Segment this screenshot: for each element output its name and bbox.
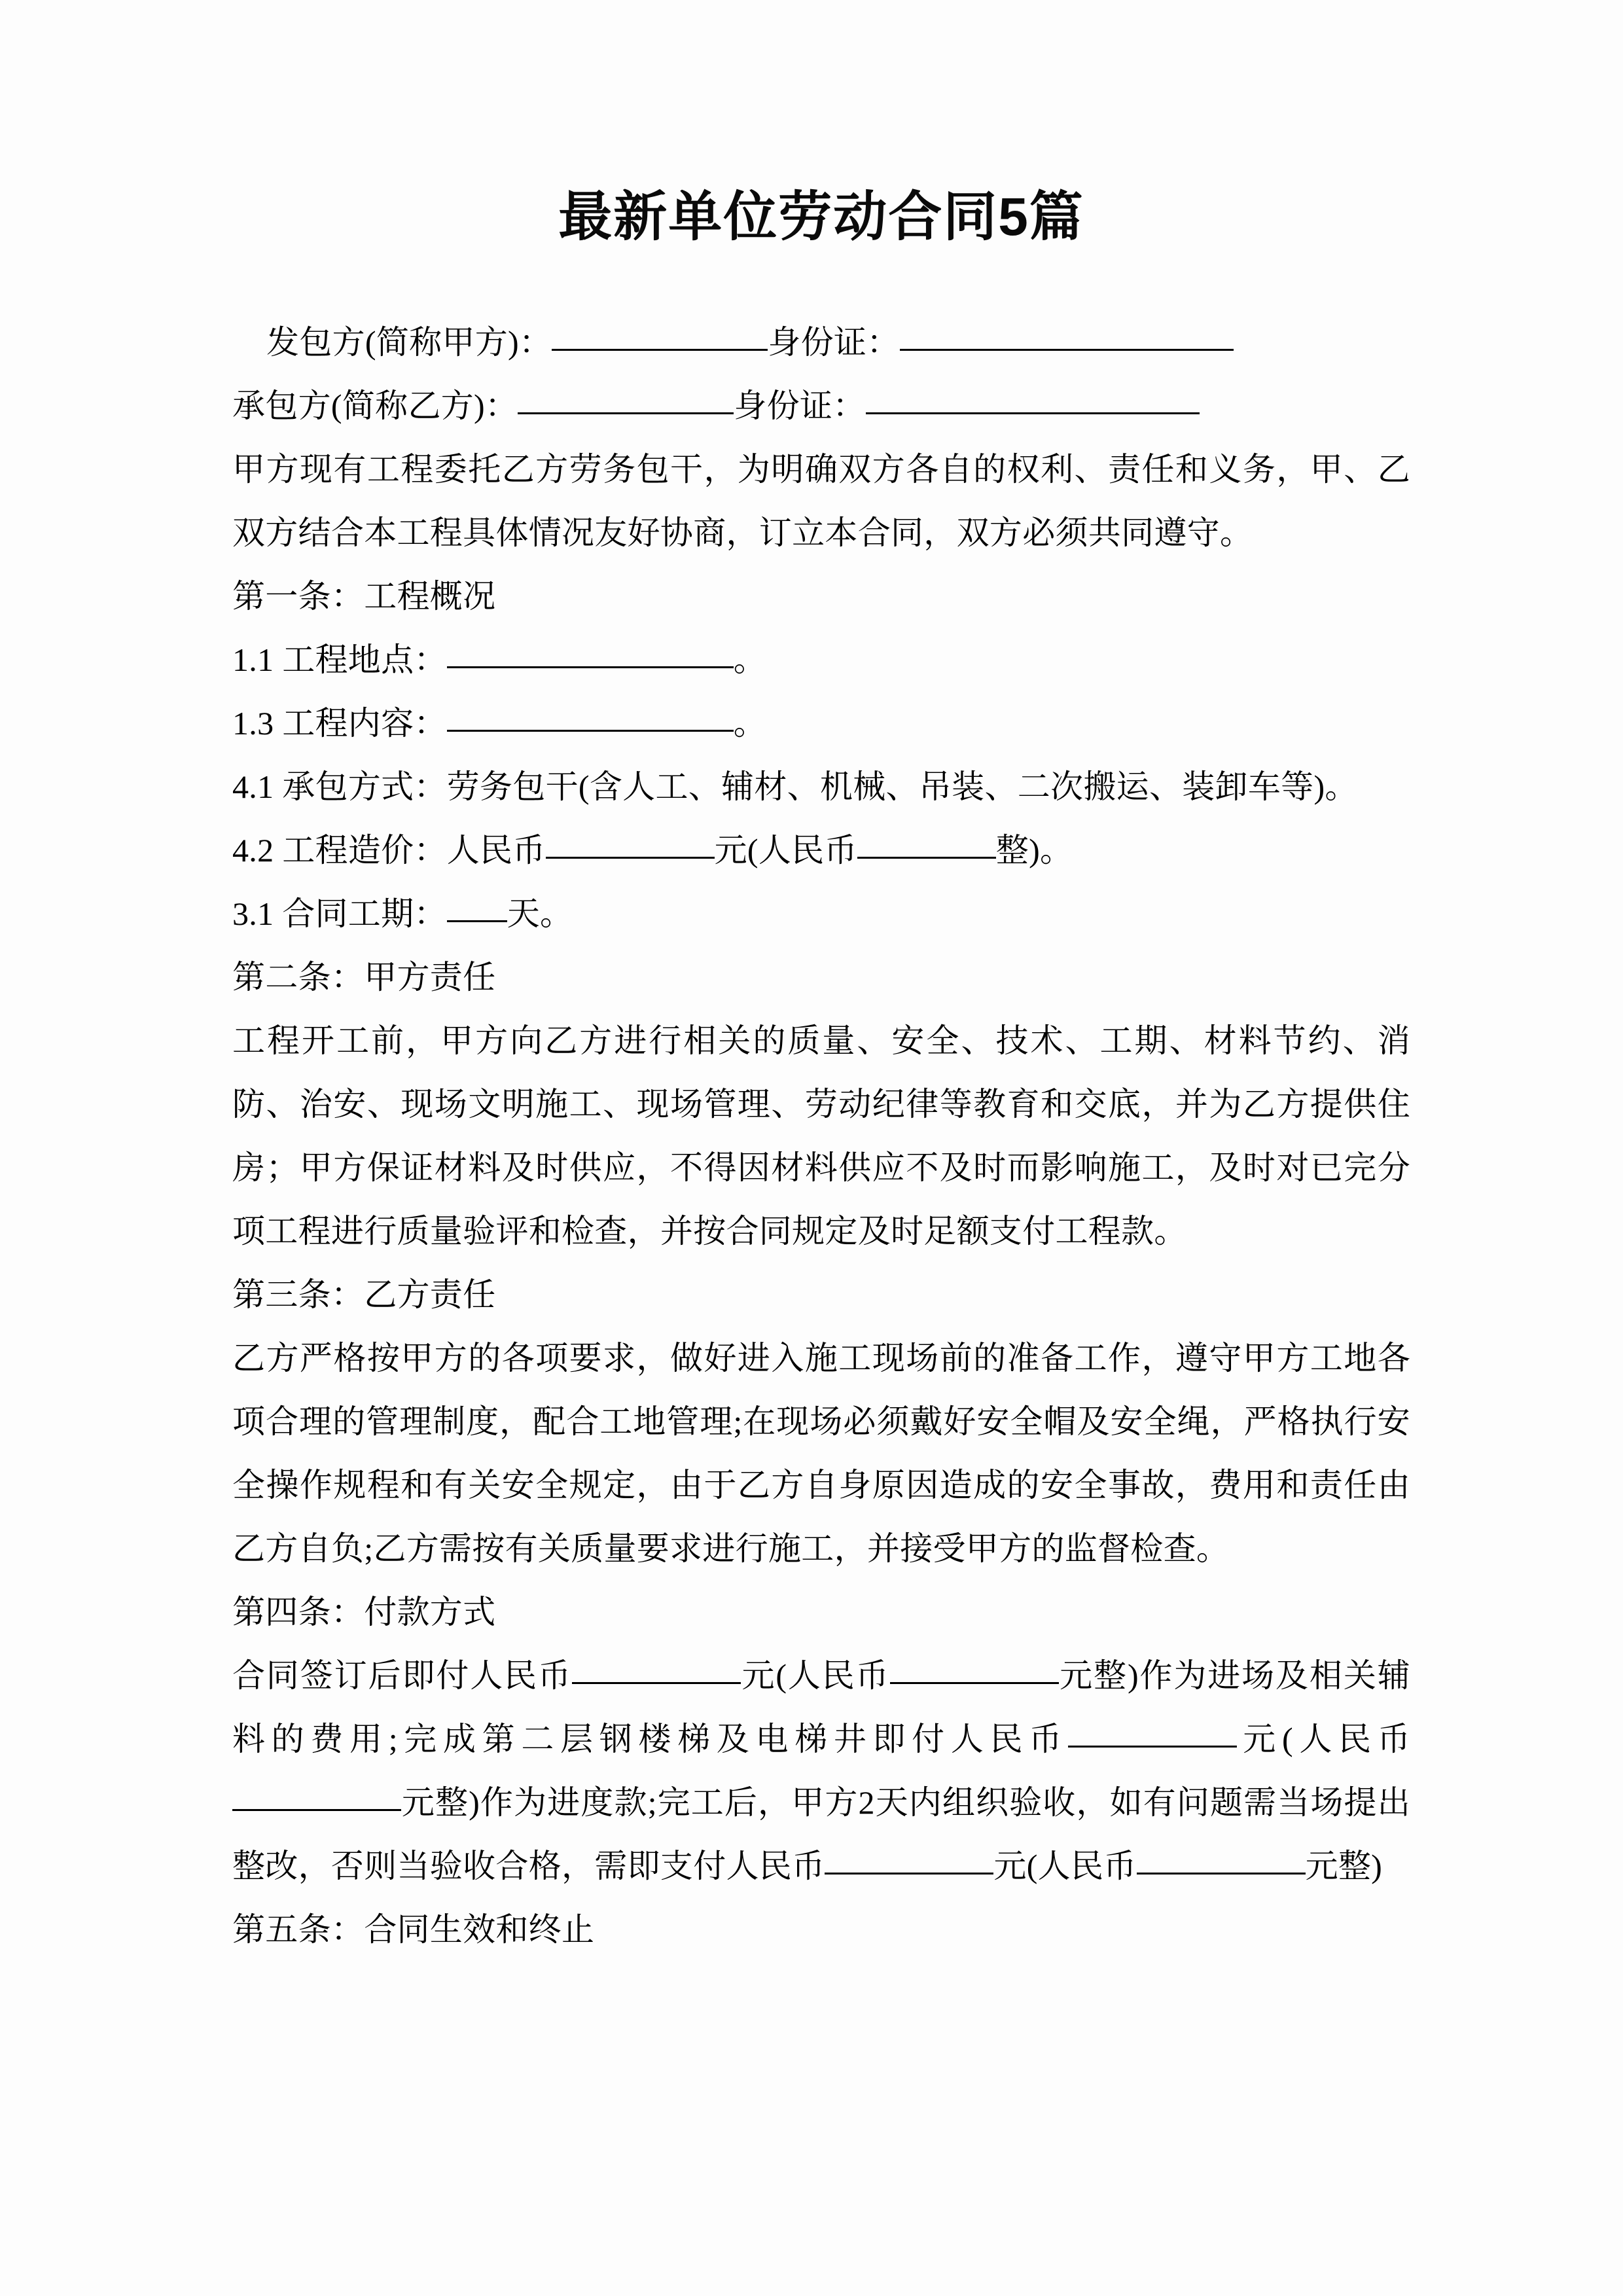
article-4-heading: 第四条：付款方式: [232, 1594, 496, 1631]
preamble-paragraph: 甲方现有工程委托乙方劳务包干，为明确双方各自的权利、责任和义务，甲、乙双方结合本工程具体情况友好协商，订立本合同，双方必须共同遵守。: [232, 451, 1410, 552]
article-1-item-1-1: [232, 628, 1410, 692]
article-2-heading: 第二条：甲方责任: [232, 959, 496, 996]
item-4-2-suffix: 整)。: [995, 832, 1073, 869]
item-1-3-suffix: 。: [733, 705, 767, 742]
payment-part-7: 元整): [1305, 1848, 1383, 1885]
payment-blank-3[interactable]: [1068, 1717, 1237, 1748]
party-a-label: 发包方(简称甲方)：: [266, 324, 552, 361]
document-body: [232, 311, 1410, 1962]
item-4-2-amount-blank[interactable]: [546, 828, 715, 859]
party-b-id-label: 身份证：: [734, 387, 866, 425]
payment-blank-1[interactable]: [572, 1653, 741, 1684]
article-1-item-1-3: [232, 692, 1410, 755]
payment-part-5: 元整)作为进度款;完工后，甲方2天内组织验收，如有问题需当场提出整改，否则当验收合格，需即支付人民币: [232, 1784, 1410, 1885]
item-4-2-label: 4.2 工程造价：人民币: [232, 832, 546, 869]
page-title: 最新单位劳动合同5篇: [558, 187, 1084, 247]
payment-blank-2[interactable]: [890, 1653, 1059, 1684]
payment-part-2: 元(人民币: [740, 1657, 890, 1695]
article-1-item-4-1: 4.1 承包方式：劳务包干(含人工、辅材、机械、吊装、二次搬运、装卸车等)。: [232, 768, 1358, 806]
payment-part-3: 元整)作为进场及相关辅料的费用;完成第二层钢楼梯及电梯井即付人民币: [232, 1657, 1411, 1758]
item-3-1-suffix: 天。: [507, 895, 573, 933]
item-4-2-mid: 元(人民币: [714, 832, 857, 869]
payment-blank-6[interactable]: [1137, 1844, 1306, 1874]
article-5-heading: 第五条：合同生效和终止: [232, 1911, 595, 1948]
item-3-1-label: 3.1 合同工期：: [232, 895, 447, 933]
article-3-body: 乙方严格按甲方的各项要求，做好进入施工现场前的准备工作，遵守甲方工地各项合理的管理制度，配合工地管理;在现场必须戴好安全帽及安全绳，严格执行安全操作规程和有关安全规定，由于乙方自身原因造成的安全事故，费用和责任由乙方自负;乙方需按有关质量要求进行施工，并接受甲方的监督检查。: [232, 1340, 1410, 1568]
item-3-1-days-blank[interactable]: [447, 891, 507, 922]
article-1-item-3-1: [232, 882, 1410, 946]
party-a-id-blank[interactable]: [900, 320, 1234, 351]
item-1-3-label: 1.3 工程内容：: [232, 705, 447, 742]
party-a-line: [232, 311, 1410, 374]
item-1-3-blank[interactable]: [447, 701, 734, 732]
item-1-1-suffix: 。: [733, 641, 767, 679]
payment-part-4: 元(人民币: [1236, 1721, 1410, 1758]
party-b-id-blank[interactable]: [866, 384, 1200, 414]
article-2-body: 工程开工前，甲方向乙方进行相关的质量、安全、技术、工期、材料节约、消防、治安、现场文明施工、现场管理、劳动纪律等教育和交底，并为乙方提供住房；甲方保证材料及时供应，不得因材料供应不及时而影响施工，及时对已完分项工程进行质量验评和检查，并按合同规定及时足额支付工程款。: [232, 1022, 1410, 1250]
item-1-1-label: 1.1 工程地点：: [232, 641, 447, 679]
party-a-name-blank[interactable]: [552, 320, 768, 351]
page-content: [232, 0, 1410, 1962]
party-a-id-label: 身份证：: [768, 324, 900, 361]
item-4-2-words-blank[interactable]: [857, 828, 996, 859]
article-1-heading: 第一条：工程概况: [232, 578, 496, 615]
article-4-body: [232, 1644, 1410, 1898]
party-b-label: 承包方(简称乙方)：: [232, 387, 518, 425]
payment-part-1: 合同签订后即付人民币: [232, 1657, 572, 1695]
party-b-name-blank[interactable]: [518, 384, 734, 414]
payment-blank-4[interactable]: [232, 1780, 401, 1811]
payment-blank-5[interactable]: [825, 1844, 993, 1874]
article-1-item-4-2: [232, 819, 1410, 882]
item-1-1-blank[interactable]: [447, 637, 734, 668]
article-3-heading: 第三条：乙方责任: [232, 1276, 496, 1314]
payment-part-6: 元(人民币: [993, 1848, 1137, 1885]
party-b-line: [232, 374, 1410, 438]
